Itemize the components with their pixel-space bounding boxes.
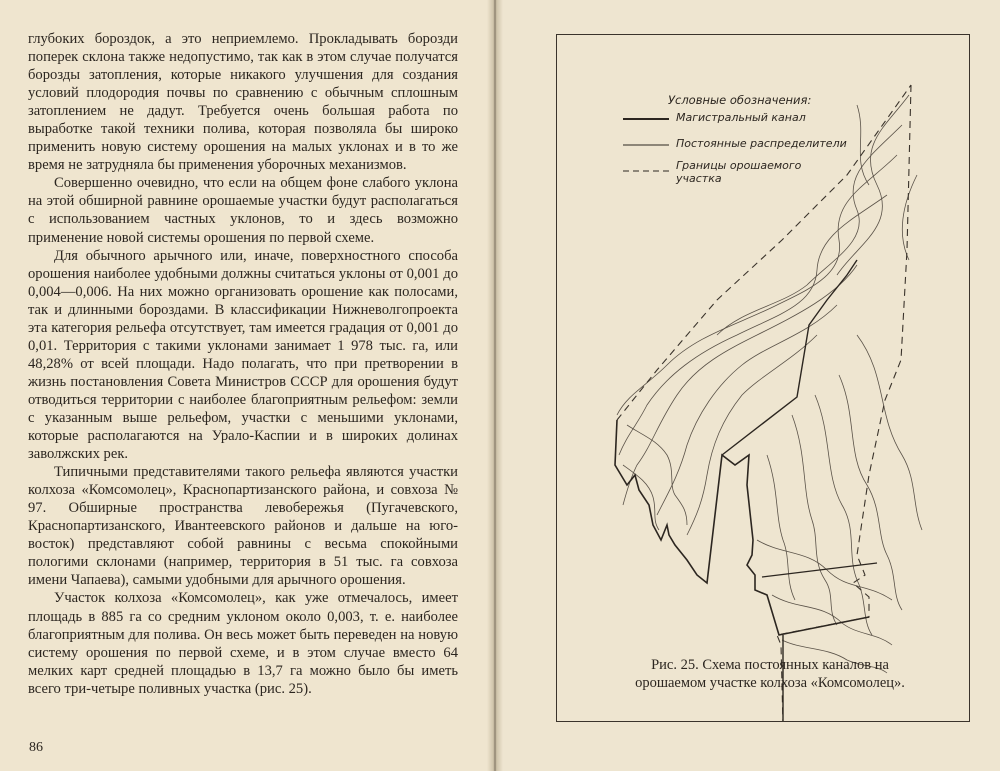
legend-distributors: Постоянные распределители (676, 137, 847, 150)
legend-title: Условные обозначения: (668, 93, 812, 107)
page-number: 86 (29, 740, 43, 755)
book-gutter (487, 0, 503, 771)
figure-caption (600, 656, 940, 692)
left-page (0, 0, 493, 771)
paragraph-5: Участок колхоза «Комсомолец», как уже отмечалось, имеет площадь в 885 га со средним уклоном около 0,003, т. е. наиболее благоприятным для полива. Он весь может быть переведен на новую систему орошения по первой схеме, и в этом случае вместо 64 мелких карт средней площадью в 13,7 га можно было бы иметь всего три-четыре поливных участка (рис. 25). (28, 590, 458, 697)
paragraph-2: Совершенно очевидно, что если на общем фоне слабого уклона на этой обширной равнине орошаемые участки будут располагаться с использованием частных уклонов, то и здесь возможно применение новой системы орошения по первой схеме. (28, 175, 458, 246)
paragraph-1: глубоких бороздок, а это неприемлемо. Прокладывать борозди поперек склона также недопустимо, так как в этом случае получатся борозды затопления, которые никакого улучшения для создания условий плодородия почвы по сравнению с обычным сплошным затоплением не дадут. Требуется очень большая работа по выработке такой техники полива, которая позволяла бы широко применить новую систему орошения на малых уклонах и в то же время не затрудняла бы применения уборочных механизмов. (28, 31, 458, 174)
body-text (28, 30, 458, 698)
distributor-line-1 (722, 260, 857, 455)
paragraph-3: Для обычного арычного или, иначе, поверхностного способа орошения наиболее удобными должны считаться уклоны от 0,001 до 0,004—0,006. На них можно организовать орошение как полосами, так и длинными бороздами. В классификации Нижневолгопроекта эта категория рельефа отсутствует, там имеется градация от 0,001 до 0,01. Территория с такими уклонами занимает 1 978 тыс. га, или 48,28% от всей площади. Надо полагать, что при претворении в жизнь постановления Совета Министров СССР для орошения будут отводиться территории с наиболее благоприятным рельефом: земли с указанным выше рельефом, участки с меньшими уклонами, которые располагаются на Урало-Каспии и в широких долинах заволжских рек. (28, 247, 458, 463)
distributor-line-2 (762, 563, 877, 577)
paragraph-4: Типичными представителями такого рельефа являются участки колхоза «Комсомолец», Краснопартизанского района, и совхоза № 97. Обширные пространства левобережья (Пугачевского, Краснопартизанского, Ивантеевского районов и дальше на юго-восток) представляют собой равнины с весьма спокойными пологими склонами (например, территория в 51 тыс. га совхоза имени Чапаева), самыми удобными для арычного орошения. (28, 464, 458, 589)
legend-boundary: Границы орошаемого участка (676, 159, 802, 185)
caption-line-1: Рис. 25. Схема постоянных каналов на (651, 657, 889, 673)
legend-main-canal: Магистральный канал (676, 111, 806, 124)
caption-line-2: орошаемом участке колхоза «Комсомолец». (635, 675, 905, 691)
